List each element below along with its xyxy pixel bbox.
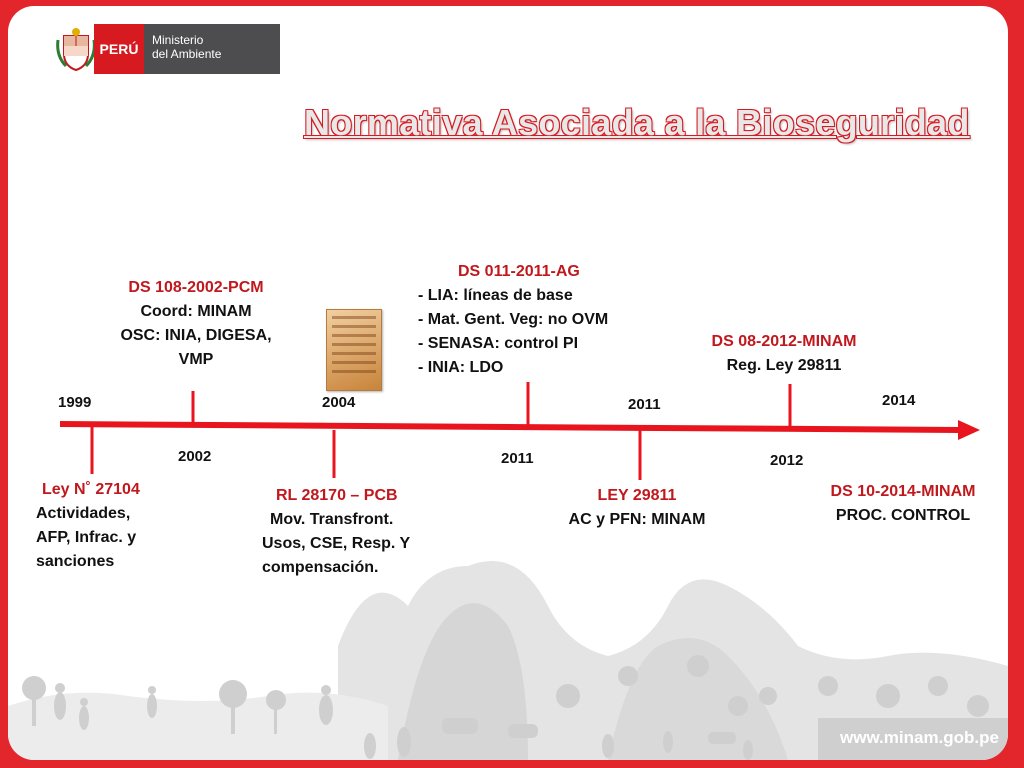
slide-title: Normativa Asociada a la Bioseguridad [304,102,970,143]
entry-line: AFP, Infrac. y [36,529,137,546]
timeline-line [60,424,960,430]
entry-line: - Mat. Gent. Veg: no OVM [418,311,609,328]
timeline [8,6,1008,760]
entry-line: Usos, CSE, Resp. Y [262,535,411,552]
entry-line: Reg. Ley 29811 [726,357,842,374]
entry-heading: DS 108-2002-PCM [128,279,264,296]
entry-heading: DS 10-2014-MINAM [830,483,976,500]
entry-line: - LIA: líneas de base [418,287,573,304]
entry-line: OSC: INIA, DIGESA, [120,327,272,344]
entry-ley-27104 [36,478,186,574]
year-2011-top: 2011 [628,396,661,413]
year-2002: 2002 [178,448,212,465]
year-2014: 2014 [882,392,916,409]
website-link[interactable]: www.minam.gob.pe [840,728,999,747]
logo-ministry-line2: del Ambiente [152,47,222,61]
entry-ley-29811 [556,484,718,532]
entry-heading: DS 08-2012-MINAM [711,333,857,350]
entry-heading: LEY 29811 [597,487,677,504]
entry-line: VMP [178,351,214,368]
entry-line: - INIA: LDO [418,359,504,376]
year-2011-bottom: 2011 [501,450,534,467]
entry-heading: Ley N˚ 27104 [42,481,140,498]
year-2012: 2012 [770,452,804,469]
entry-line: AC y PFN: MINAM [568,511,706,528]
entry-line: Actividades, [36,505,131,522]
entry-ds108-2002-pcm [108,276,284,372]
entry-rl-28170-pcb [262,484,432,580]
entry-ds011-2011-ag [418,260,648,380]
entry-heading: RL 28170 – PCB [276,487,398,504]
slide [8,6,1008,760]
entry-ds08-2012-minam [692,330,876,378]
entry-line: Coord: MINAM [140,303,252,320]
year-2004: 2004 [322,394,356,411]
protocol-book-icon [326,309,382,391]
entry-heading: DS 011-2011-AG [458,263,580,280]
logo-peru: PERÚ [94,24,144,74]
logo-ministry-line1: Ministerio [152,33,204,47]
entry-line: PROC. CONTROL [835,507,971,524]
entry-line: compensación. [262,559,379,576]
timeline-arrowhead [958,420,980,440]
year-1999: 1999 [58,394,92,411]
entry-line: - SENASA: control PI [418,335,579,352]
entry-line: sanciones [36,553,115,570]
entry-ds10-2014-minam [808,480,998,528]
entry-line: Mov. Transfront. [270,511,394,528]
